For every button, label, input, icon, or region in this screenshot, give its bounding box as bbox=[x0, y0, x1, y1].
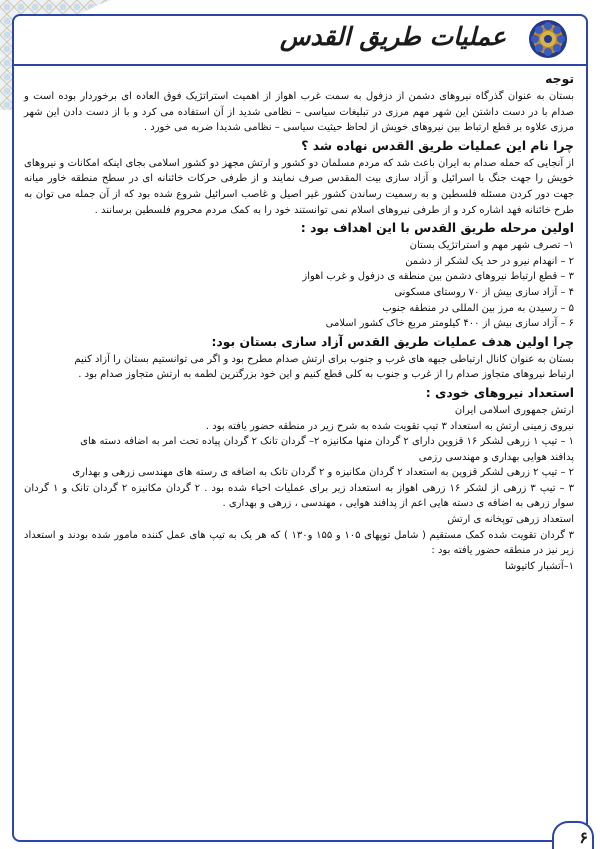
header-bar bbox=[14, 16, 586, 66]
heading-why-name: چرا نام این عملیات طریق القدس نهاده شد ؟ bbox=[301, 137, 574, 153]
paragraph-forces: ۱ – تیپ ۱ زرهی لشکر ۱۶ قزوین دارای ۲ گردان منها مکانیزه ۲– گردان تانک ۲ گردان پیاده تحت امر به اضافه دسته های bbox=[80, 436, 574, 448]
goal-item: ۳ – قطع ارتباط نیروهای دشمن بین منطقه ی دزفول و غرب اهواز bbox=[302, 271, 574, 283]
paragraph-forces: ۳ گردان تقویت شده کمک مستقیم ( شامل توپهای ۱۰۵ و ۱۵۵ و۱۳۰ ) که هر یک به تیپ های عمل کننده مامور شده بودند و استعداد زیر نیز در منطقه حضور یافته بود : bbox=[24, 529, 575, 557]
article-body bbox=[24, 69, 574, 574]
heading-attention: توجه bbox=[545, 71, 574, 86]
heading-first-phase-goals: اولین مرحله طریق القدس با این اهداف بود : bbox=[300, 220, 574, 236]
heading-own-forces: استعداد نیروهای خودی : bbox=[425, 384, 574, 400]
paragraph-forces: ۱–آتشبار کاتیوشا bbox=[504, 560, 574, 572]
paragraph-forces: ۳ – تیپ ۳ زرهی از لشکر ۱۶ زرهی اهواز به استعداد زیر برای عملیات احیاء شده بود . ۲ گردان مکانیزه ۲ گردان تانک و ۱ گردان سوار زرهی به اضافه ی دسته هایی اعم از پدافند هوایی ، مهندسی ، زرهی و بهداری . bbox=[24, 482, 575, 510]
page-number: ۶ bbox=[579, 828, 588, 847]
paragraph-forces: استعداد زرهی توپخانه ی ارتش bbox=[447, 514, 574, 526]
paragraph-forces: ۲ – تیپ ۲ زرهی لشکر قزوین به استعداد ۲ گردان مکانیزه و ۲ گردان تانک به اضافه ی رسته های مهندسی زرهی و بهداری bbox=[72, 467, 574, 479]
paragraph-forces: ارتش جمهوری اسلامی ایران bbox=[454, 404, 574, 416]
paragraph-attention: بستان به عنوان گذرگاه نیروهای دشمن از دزفول به سمت غرب اهواز از اهمیت استراتژیک فوق العاده ای برخوردار بوده است و صدام با در دست داشتن این شهر مهم مرزی در تبلیغات سیاسی – نظامی شدید از آن استفاده می کرد و با از دست دادن این شهر مرزی علاوه بر قطع ارتباط بین نیروهای خویش از لحاظ حیثیت سیاسی – نظامی شدیدا ضربه می خورد . bbox=[24, 91, 574, 134]
heading-why-bostan: چرا اولین هدف عملیات طریق القدس آزاد سازی بستان بود: bbox=[211, 333, 574, 349]
paragraph-why-bostan: ارتباط نیروهای متجاوز صدام را از غرب و جنوب به کلی قطع کنیم و این خود بزرگترین لطمه به ارتش متجاوز صدام بود . bbox=[78, 369, 574, 381]
goal-item: ۵ – رسیدن به مرز بین المللی در منطقه جنوب bbox=[382, 302, 574, 314]
paragraph-why-name: از آنجایی که حمله صدام به ایران باعث شد که مردم مسلمان دو کشور و ارتش مجهز دو کشور اسلامی بجای اینکه امکانات و نیروهای خویش را جهت جنگ با اسرائیل و آزاد سازی بیت المقدس صرف نمایند و از طرفی حرکات خائنانه ای در سطح منطقه خاور میانه جهت دور کردن مسئله فلسطین و به رسمیت رساندن کشور غیر اصیل و غاصب اسرائیل شروع شده بود که از آن جمله می توان به طرح خائنانه فهد اشاره کرد و از طرفی نیروهای اسلام نمی توانستند خود را به کمک مردم محروم فلسطین برسانند . bbox=[24, 157, 574, 216]
goal-item: ۶ – آزاد سازی بیش از ۴۰۰ کیلومتر مربع خاک کشور اسلامی bbox=[325, 318, 574, 330]
page-title: عملیات طریق القدس bbox=[279, 22, 506, 51]
paragraph-why-bostan: بستان به عنوان کانال ارتباطی جبهه های غرب و جنوب برای ارتش صدام مطرح بود و اگر می توانستیم بستان را آزاد کنیم bbox=[74, 353, 574, 365]
goal-item: ۲ – انهدام نیرو در حد یک لشکر از دشمن bbox=[405, 255, 574, 267]
goal-item: ۱– تصرف شهر مهم و استراتژیک بستان bbox=[409, 240, 574, 252]
page-frame bbox=[12, 14, 588, 842]
goal-item: ۴ – آزاد سازی بیش از ۷۰ روستای مسکونی bbox=[394, 286, 574, 298]
rosette-icon bbox=[528, 19, 568, 59]
paragraph-forces: نیروی زمینی ارتش به استعداد ۳ تیپ تقویت شده به شرح زیر در منطقه حضور یافته بود . bbox=[205, 420, 574, 432]
paragraph-forces: پدافند هوایی بهداری و مهندسی رزمی bbox=[418, 451, 574, 463]
